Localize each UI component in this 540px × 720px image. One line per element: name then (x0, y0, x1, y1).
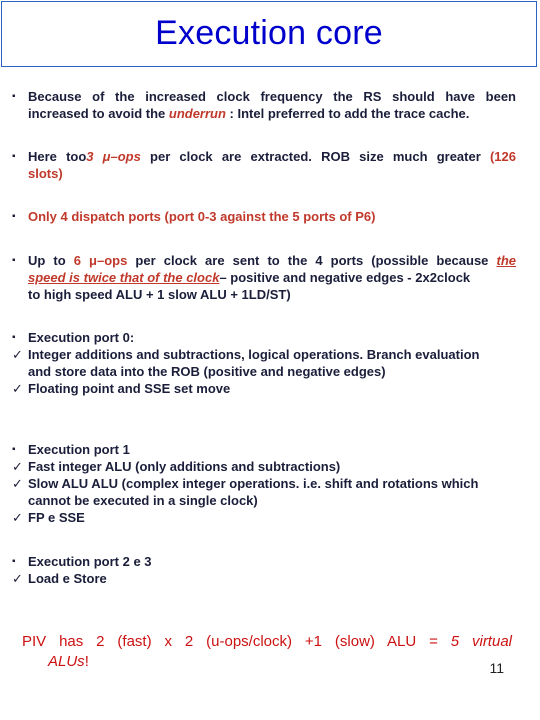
bullet-icon: ▪ (12, 255, 16, 266)
checkmark-icon: ✓ (12, 381, 23, 396)
paragraph-line (12, 363, 516, 380)
bullet-icon: ▪ (12, 556, 16, 567)
highlight-underrun: underrun (168, 106, 226, 121)
summary-line (22, 632, 512, 652)
highlight-speed-twice: speed is twice that of the clock (28, 270, 220, 285)
text-span: Execution port 2 e 3 (28, 554, 152, 569)
paragraph-rs-increase (12, 88, 516, 122)
text-span: Execution port 0: (28, 330, 135, 345)
highlight-slots: (126 (489, 149, 516, 164)
text-span: Slow ALU ALU (complex integer operations. i.e. shift and rotations which (28, 476, 479, 491)
highlight-uops: 3 μ–ops (86, 149, 141, 164)
paragraph-line (12, 148, 516, 165)
text-span: Floating point and SSE set move (28, 381, 231, 396)
paragraph-line (12, 286, 516, 303)
text-span: ! (84, 653, 89, 670)
paragraph-line (12, 553, 516, 570)
highlight-the: the (496, 253, 516, 268)
summary-line (22, 652, 512, 672)
text-span: increased to avoid the (28, 106, 169, 121)
highlight-slots-end: slots) (28, 166, 63, 181)
paragraph-line (12, 105, 516, 122)
summary-statement (22, 632, 512, 672)
text-span: Load e Store (28, 571, 107, 586)
highlight-virtual: 5 virtual (450, 633, 512, 650)
highlight-dispatch-ports: Only 4 dispatch ports (port 0-3 against the 5 ports of P6) (28, 209, 376, 224)
checkmark-icon: ✓ (12, 510, 23, 525)
paragraph-line (12, 509, 516, 526)
paragraph-line (12, 475, 516, 492)
text-span: cannot be executed in a single clock) (28, 493, 258, 508)
bullet-icon: ▪ (12, 444, 16, 455)
bullet-icon: ▪ (12, 211, 16, 222)
paragraph-port2-3 (12, 553, 516, 587)
text-span: per clock are extracted. ROB size much greater (140, 149, 490, 164)
text-span: FP e SSE (28, 510, 85, 525)
paragraph-line (12, 252, 516, 269)
bullet-icon: ▪ (12, 91, 16, 102)
paragraph-port1 (12, 441, 516, 526)
text-span: : Intel preferred to add the trace cache. (225, 106, 470, 121)
text-span: Here too (28, 149, 87, 164)
text-span: Integer additions and subtractions, logical operations. Branch evaluation (28, 347, 480, 362)
paragraph-line (12, 380, 516, 397)
checkmark-icon: ✓ (12, 571, 23, 586)
text-span: per clock are sent to the 4 ports (possible because (127, 253, 497, 268)
paragraph-dispatch-ports (12, 208, 516, 225)
paragraph-line (12, 570, 516, 587)
paragraph-line (12, 269, 516, 286)
highlight-alus: ALUs (48, 653, 85, 670)
paragraph-line (12, 441, 516, 458)
bullet-icon: ▪ (12, 151, 16, 162)
highlight-six-uops: 6 μ–ops (73, 253, 128, 268)
paragraph-line (12, 329, 516, 346)
paragraph-line (12, 492, 516, 509)
page-number: 11 (489, 660, 504, 676)
paragraph-port0 (12, 329, 516, 397)
slide-title: Execution core (155, 14, 383, 52)
paragraph-uops-sent (12, 252, 516, 303)
text-span: and store data into the ROB (positive and negative edges) (28, 364, 386, 379)
paragraph-rob-size (12, 148, 516, 182)
text-span: – positive and negative edges - 2x2clock (219, 270, 471, 285)
bullet-icon: ▪ (12, 332, 16, 343)
paragraph-line (12, 88, 516, 105)
checkmark-icon: ✓ (12, 459, 23, 474)
text-span: to high speed ALU + 1 slow ALU + 1LD/ST) (28, 287, 291, 302)
text-span: Fast integer ALU (only additions and subtractions) (28, 459, 341, 474)
title-frame (1, 1, 537, 67)
text-span: PIV has 2 (fast) x 2 (u-ops/clock) +1 (slow) ALU = (22, 633, 451, 650)
paragraph-line (12, 208, 516, 225)
paragraph-line (12, 165, 516, 182)
text-span: Because of the increased clock frequency the RS should have been (28, 89, 516, 104)
checkmark-icon: ✓ (12, 347, 23, 362)
text-span: Up to (28, 253, 74, 268)
paragraph-line (12, 458, 516, 475)
text-span: Execution port 1 (28, 442, 130, 457)
checkmark-icon: ✓ (12, 476, 23, 491)
paragraph-line (12, 346, 516, 363)
